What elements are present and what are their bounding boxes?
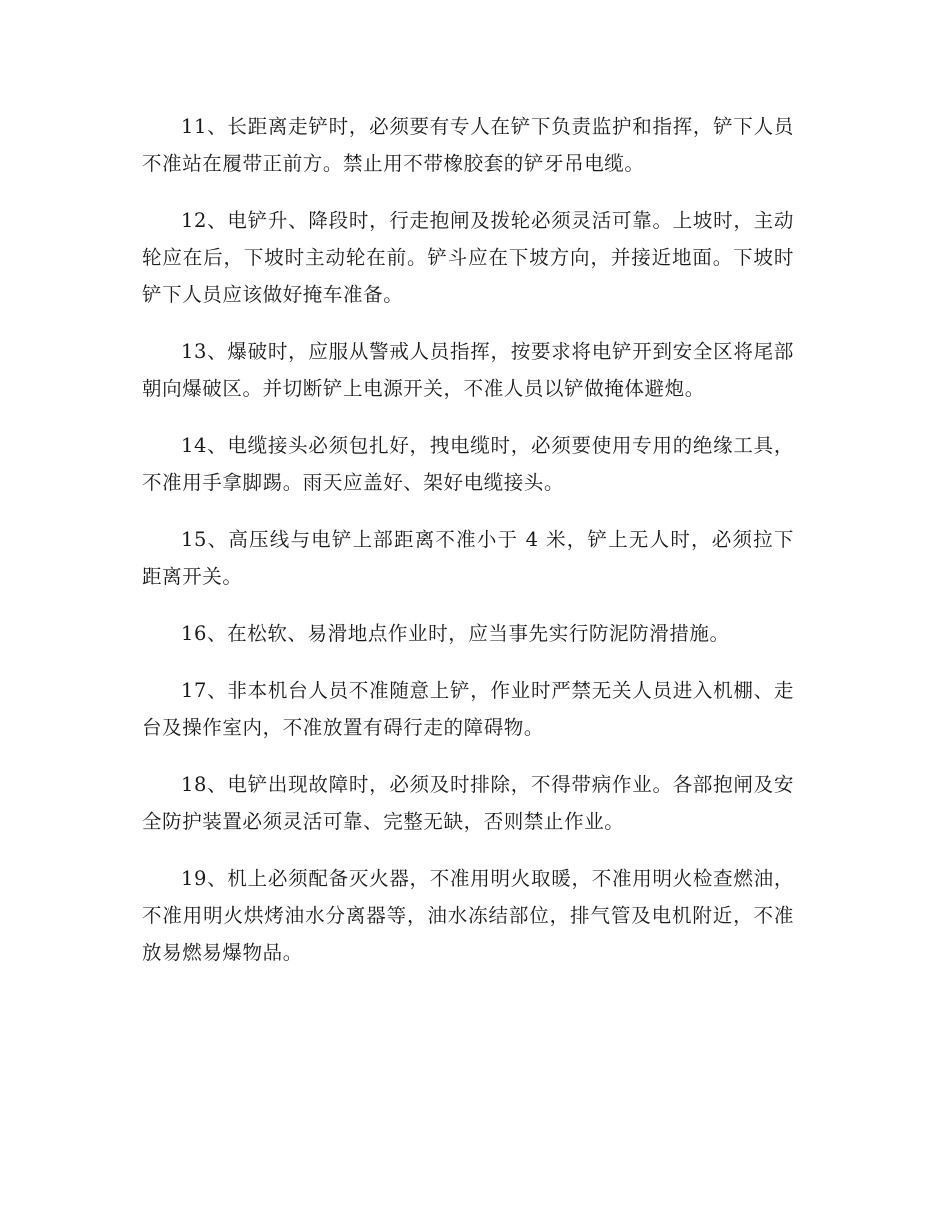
paragraph-11: 11、长距离走铲时，必须要有专人在铲下负责监护和指挥，铲下人员不准站在履带正前方。禁止用不带橡胶套的铲牙吊电缆。	[142, 115, 794, 175]
paragraph-15: 15、高压线与电铲上部距离不准小于 4 米，铲上无人时，必须拉下距离开关。	[142, 528, 794, 588]
paragraph-17: 17、非本机台人员不准随意上铲，作业时严禁无关人员进入机棚、走台及操作室内，不准放置有碍行走的障碍物。	[142, 679, 794, 739]
paragraph-16: 16、在松软、易滑地点作业时，应当事先实行防泥防滑措施。	[181, 622, 730, 645]
document-body	[142, 108, 794, 991]
paragraph-13: 13、爆破时，应服从警戒人员指挥，按要求将电铲开到安全区将尾部朝向爆破区。并切断铲上电源开关，不准人员以铲做掩体避炮。	[142, 340, 794, 400]
paragraph-12: 12、电铲升、降段时，行走抱闸及拨轮必须灵活可靠。上坡时，主动轮应在后，下坡时主动轮在前。铲斗应在下坡方向，并接近地面。下坡时铲下人员应该做好掩车准备。	[142, 209, 794, 306]
paragraph-18: 18、电铲出现故障时，必须及时排除，不得带病作业。各部抱闸及安全防护装置必须灵活可靠、完整无缺，否则禁止作业。	[142, 773, 794, 833]
paragraph-14: 14、电缆接头必须包扎好，拽电缆时，必须要使用专用的绝缘工具，不准用手拿脚踢。雨天应盖好、架好电缆接头。	[142, 434, 794, 494]
paragraph-19: 19、机上必须配备灭火器，不准用明火取暖，不准用明火检查燃油，不准用明火烘烤油水分离器等，油水冻结部位，排气管及电机附近，不准放易燃易爆物品。	[142, 867, 794, 964]
